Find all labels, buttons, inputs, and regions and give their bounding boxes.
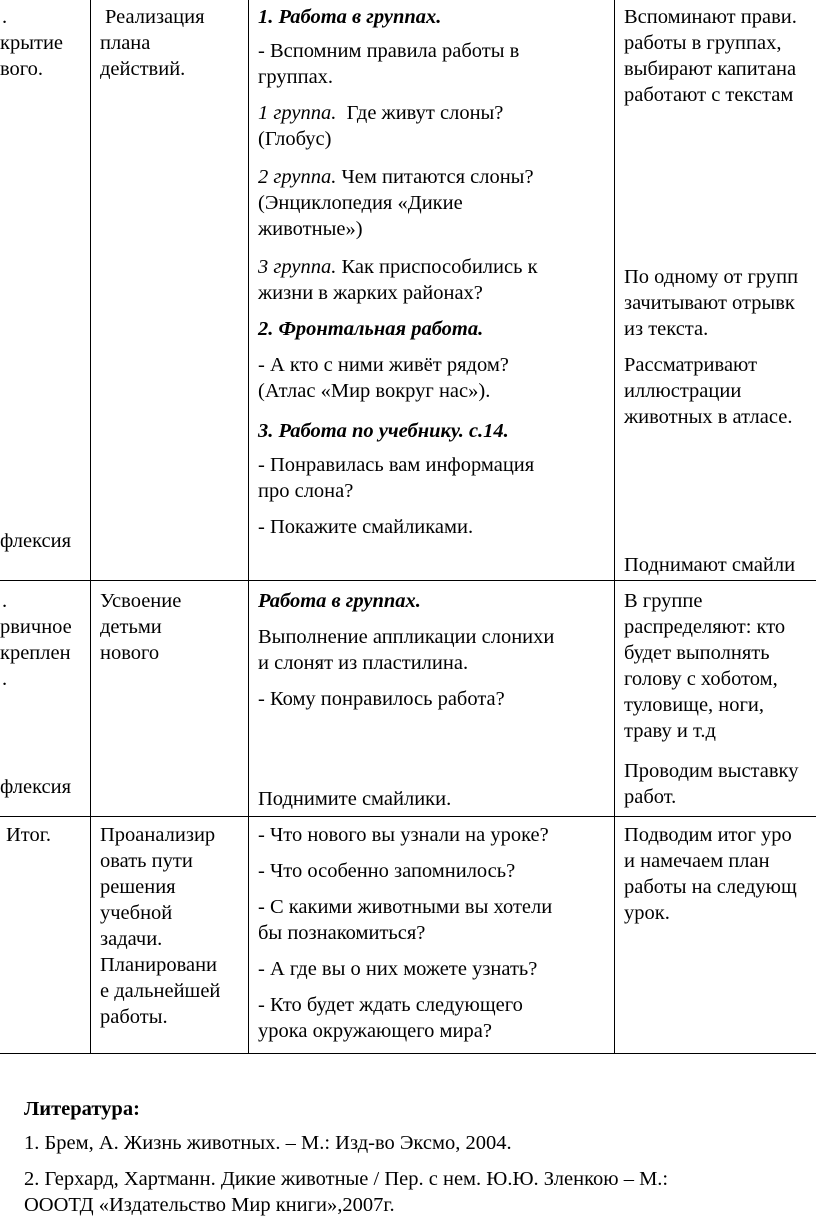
teacher-line: группах. [258, 66, 334, 88]
student-line: голову с хоботом, [624, 668, 778, 690]
teacher-line: - Понравилась вам информация [258, 454, 535, 476]
group-task [258, 100, 503, 126]
student-line: и намечаем план [624, 850, 770, 872]
section-heading: 2. Фронтальная работа. [258, 318, 484, 340]
goal-line: Реализация [105, 6, 205, 28]
group-label: 3 группа. [258, 256, 337, 278]
teacher-line: - А кто с ними живёт рядом? [258, 354, 509, 376]
goal-line: нового [100, 642, 160, 664]
teacher-line: - Вспомним правила работы в [258, 40, 520, 62]
student-line: работы на следующ [624, 876, 797, 898]
stage-name-line: рвичное [0, 616, 72, 638]
student-line: В группе [624, 590, 703, 612]
teacher-line: (Глобус) [258, 128, 332, 150]
section-heading: 3. Работа по учебнику. с.14. [258, 420, 509, 442]
goal-line: Усвоение [100, 590, 182, 612]
teacher-line: - Кто будет ждать следующего [258, 994, 523, 1016]
student-line: работают с текстам [624, 84, 794, 106]
stage-name-line: вого. [0, 58, 44, 80]
goal-line: работы. [100, 1006, 168, 1028]
goal-line: задачи. [100, 928, 163, 950]
goal-line: овать пути [100, 850, 193, 872]
teacher-line: жизни в жарких районах? [258, 282, 483, 304]
student-line: зачитывают отрывк [624, 292, 795, 314]
student-line: траву и т.д [624, 720, 716, 742]
literature-item: 1. Брем, А. Жизнь животных. – М.: Изд-во Эксмо, 2004. [24, 1132, 512, 1154]
student-line: Вспоминают прави. [624, 6, 797, 28]
literature-heading: Литература: [24, 1098, 140, 1120]
student-line: туловище, ноги, [624, 694, 765, 716]
student-line: Проводим выставку [624, 760, 799, 782]
student-line: иллюстрации [624, 380, 742, 402]
group-label: 2 группа. [258, 166, 337, 188]
stage-name-line: креплен [0, 642, 71, 664]
teacher-line: - Кому понравилось работа? [258, 688, 505, 710]
teacher-line: урока окружающего мира? [258, 1020, 492, 1042]
teacher-line: - С какими животными вы хотели [258, 896, 553, 918]
goal-line: плана [100, 32, 151, 54]
group-task-text: Где живут слоны? [346, 102, 504, 124]
student-line: Рассматривают [624, 354, 758, 376]
stage-number: . [2, 6, 8, 28]
teacher-line: (Энциклопедия «Дикие [258, 192, 463, 214]
column-divider-1 [90, 0, 91, 1053]
section-heading: 1. Работа в группах. [258, 6, 442, 28]
teacher-line: и слонят из пластилина. [258, 652, 469, 674]
group-label: 1 группа. [258, 102, 337, 124]
section-heading: Работа в группах. [258, 590, 421, 612]
teacher-line: (Атлас «Мир вокруг нас»). [258, 380, 491, 402]
student-line: из текста. [624, 318, 709, 340]
teacher-line: - А где вы о них можете узнать? [258, 958, 538, 980]
group-task-text: Как приспособились к [341, 256, 538, 278]
group-task [258, 164, 534, 190]
literature-item: ОООТД «Издательство Мир книги»,2007г. [24, 1194, 395, 1216]
column-divider-2 [248, 0, 249, 1053]
student-line: распределяют: кто [624, 616, 786, 638]
student-line: Подводим итог уро [624, 824, 792, 846]
row-divider-1 [0, 580, 816, 581]
teacher-line: - Что нового вы узнали на уроке? [258, 824, 549, 846]
teacher-line: - Покажите смайликами. [258, 516, 474, 538]
stage-name-line: . [2, 668, 8, 690]
teacher-line: животные») [258, 218, 363, 240]
teacher-line: - Что особенно запомнилось? [258, 860, 516, 882]
teacher-line: Поднимите смайлики. [258, 788, 452, 810]
stage-reflection: флексия [0, 530, 72, 552]
goal-line: учебной [100, 902, 173, 924]
stage-reflection: флексия [0, 776, 72, 798]
student-line: выбирают капитана [624, 58, 797, 80]
goal-line: действий. [100, 58, 186, 80]
literature-item: 2. Герхард, Хартманн. Дикие животные / Пер. с нем. Ю.Ю. Зленкою – М.: [24, 1168, 669, 1190]
table-bottom-border [0, 1053, 816, 1054]
row-divider-2 [0, 816, 816, 817]
goal-line: е дальнейшей [100, 980, 221, 1002]
goal-line: решения [100, 876, 176, 898]
stage-number: . [2, 590, 8, 612]
goal-line: Проанализир [100, 824, 216, 846]
student-line: работы в группах, [624, 32, 782, 54]
group-task-text: Чем питаются слоны? [341, 166, 534, 188]
student-line: По одному от групп [624, 266, 799, 288]
student-line: работ. [624, 786, 677, 808]
teacher-line: бы познакомиться? [258, 922, 426, 944]
goal-line: детьми [100, 616, 162, 638]
student-line: животных в атласе. [624, 406, 793, 428]
student-line: Поднимают смайли [624, 554, 796, 576]
column-divider-3 [614, 0, 615, 1053]
goal-line: Планировани [100, 954, 218, 976]
teacher-line: Выполнение аппликации слонихи [258, 626, 555, 648]
student-line: будет выполнять [624, 642, 770, 664]
student-line: урок. [624, 902, 670, 924]
group-task [258, 254, 538, 280]
teacher-line: про слона? [258, 480, 354, 502]
stage-name-line: крытие [0, 32, 64, 54]
stage-name-line: Итог. [6, 824, 51, 846]
